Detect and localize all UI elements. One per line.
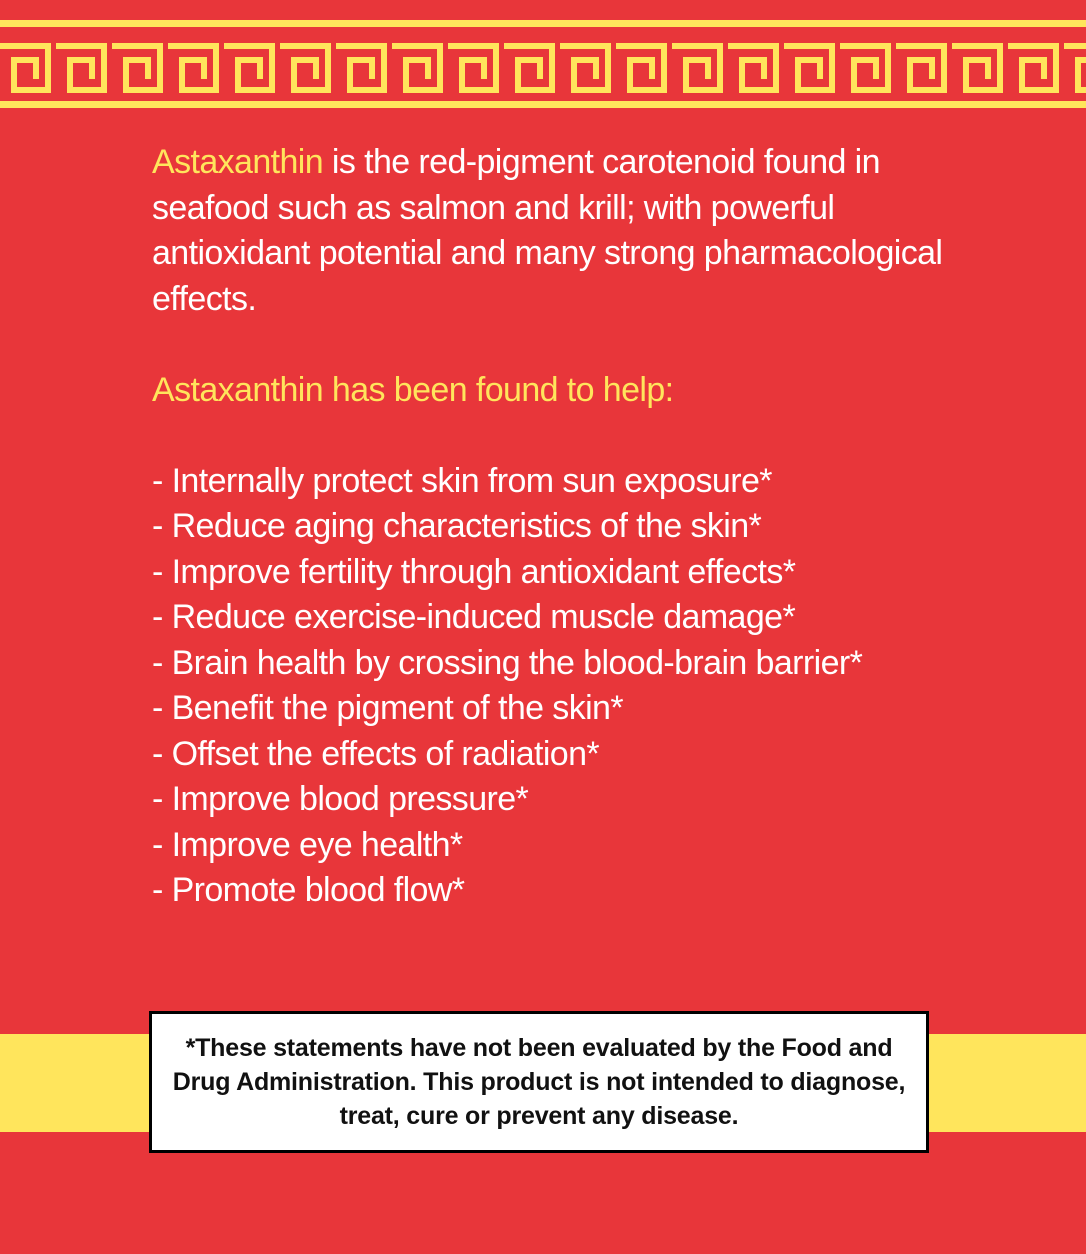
benefits-list [152, 459, 972, 914]
list-item: - Improve eye health* [152, 825, 463, 864]
list-item: - Internally protect skin from sun exposure* [152, 461, 772, 500]
intro-text: is the red-pigment carotenoid found in seafood such as salmon and krill; with powerful antioxidant potential and many strong pharmacological effects. [152, 143, 943, 318]
list-item: - Brain health by crossing the blood-brain barrier* [152, 643, 863, 682]
disclaimer-box [149, 1011, 929, 1153]
description-block [152, 140, 972, 914]
list-item: - Benefit the pigment of the skin* [152, 689, 623, 727]
greek-key-meander-icon [0, 20, 1086, 108]
intro-paragraph [152, 140, 972, 322]
list-item: - Offset the effects of radiation* [152, 734, 600, 773]
disclaimer-text: *These statements have not been evaluated by the Food and Drug Administration. This product is not intended to diagnose, treat, cure or prevent any disease. [172, 1034, 906, 1130]
list-item: - Promote blood flow* [152, 871, 465, 909]
list-item: - Improve fertility through antioxidant effects* [152, 552, 796, 591]
intro-highlight: Astaxanthin [152, 143, 324, 181]
list-item: - Improve blood pressure* [152, 780, 529, 818]
list-item: - Reduce exercise-induced muscle damage* [152, 598, 796, 636]
list-item: - Reduce aging characteristics of the skin* [152, 507, 762, 545]
benefits-heading: Astaxanthin has been found to help: [152, 370, 674, 409]
